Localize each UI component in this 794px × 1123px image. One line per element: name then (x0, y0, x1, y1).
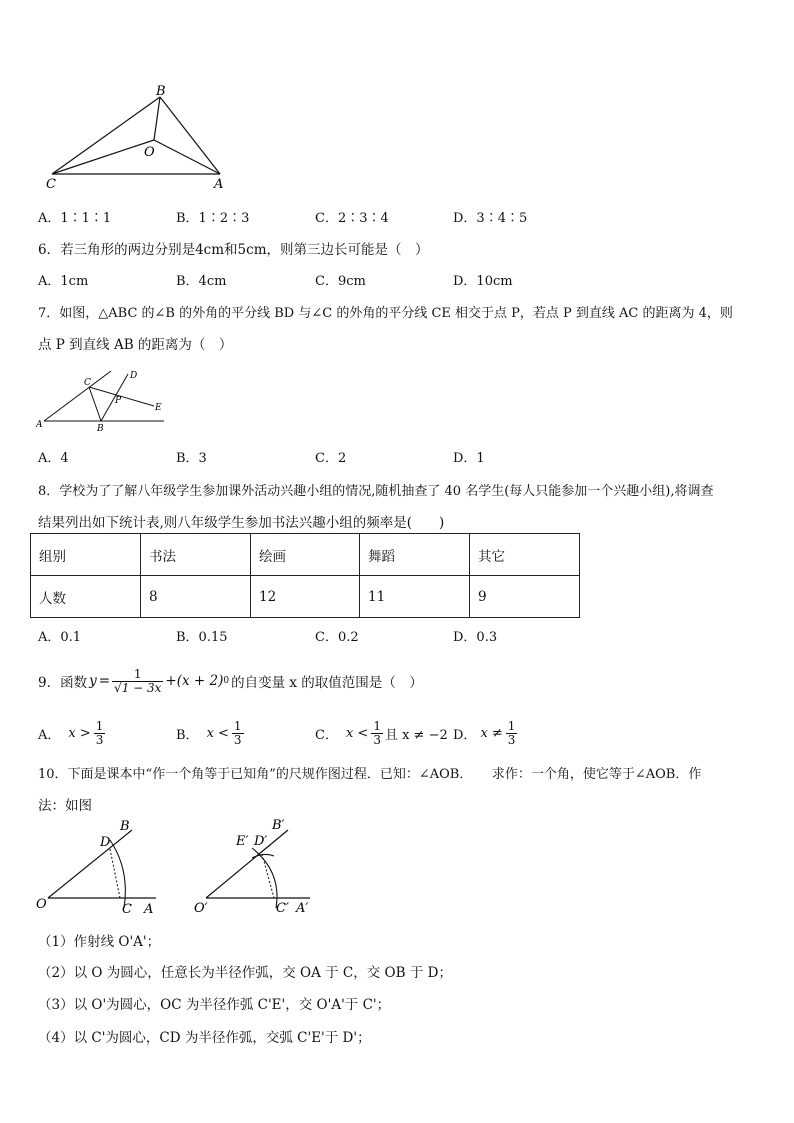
option-relation: x < (206, 725, 229, 741)
label-B: B (156, 84, 166, 99)
q9-y: y (89, 673, 97, 689)
q9-plus-term: +(x + 2) (165, 673, 224, 689)
q9-fraction (112, 668, 163, 694)
triangle-figure-q5 (40, 82, 240, 190)
label-C-prime: C′ (276, 901, 289, 916)
q5-option-c[interactable]: C．2∶3∶4 (315, 211, 389, 226)
table-cell: 8 (141, 576, 251, 618)
table-row (31, 576, 580, 618)
label-A: A (144, 902, 154, 916)
q7-question-line1: 7．如图，△ABC 的∠B 的外角的平分线 BD 与∠C 的外角的平分线 CE 相交于点 P，若点 P 到直线 AC 的距离为 4，则 (38, 306, 733, 321)
q7-option-b[interactable]: B．3 (176, 451, 207, 466)
q9-option-d[interactable] (453, 714, 517, 752)
table-cell: 11 (360, 576, 470, 618)
q10-step-2: （2）以 O 为圆心，任意长为半径作弧，交 OA 于 C，交 OB 于 D； (38, 965, 452, 981)
q7-question-line2: 点 P 到直线 AB 的距离为（ ） (38, 337, 233, 353)
label-O: O (144, 145, 155, 160)
option-label: C． (315, 727, 338, 743)
option-extra: 且 x ≠ −2 (384, 727, 448, 743)
q9-prefix: 9．函数 (38, 675, 88, 691)
option-label: A． (38, 727, 61, 743)
q5-option-b[interactable]: B．1∶2∶3 (176, 211, 250, 226)
q8-option-b[interactable]: B．0.15 (176, 630, 228, 645)
q7-option-c[interactable]: C．2 (315, 451, 347, 466)
label-A: A (214, 177, 224, 190)
table-cell: 9 (470, 576, 580, 618)
label-O-prime: O′ (194, 901, 208, 916)
option-relation: x < (345, 725, 369, 741)
frac-num: 1 (233, 718, 242, 733)
q9-frac-den: √1 − 3x (114, 680, 162, 695)
q6-option-c[interactable]: C．9cm (315, 274, 366, 289)
interest-group-table (30, 533, 580, 618)
option-relation: x > (68, 725, 91, 741)
q5-option-d[interactable]: D．3∶4∶5 (453, 211, 528, 226)
label-C: C (122, 902, 132, 916)
q9-eq: = (98, 673, 111, 689)
label-O: O (36, 897, 47, 912)
q6-option-b[interactable]: B．4cm (176, 274, 227, 289)
q9-option-a[interactable] (38, 714, 105, 752)
frac-num: 1 (95, 718, 104, 733)
q9-question (38, 660, 423, 702)
frac-num: 1 (373, 718, 381, 733)
fig7-label-B: B (97, 424, 104, 432)
q10-step-1: （1）作射线 O'A'； (38, 934, 161, 950)
q5-option-a[interactable]: A．1∶1∶1 (38, 211, 112, 226)
angle-bisector-figure-q7 (36, 366, 176, 432)
frac-den: 3 (95, 732, 104, 747)
label-B: B (120, 819, 130, 834)
construction-figure-copy (192, 816, 322, 916)
fig7-label-E: E (155, 403, 162, 413)
q7-option-a[interactable]: A．4 (38, 451, 69, 466)
table-cell: 12 (251, 576, 360, 618)
q9-exponent: 0 (223, 676, 230, 686)
fig7-label-P: P (115, 396, 122, 406)
q8-option-c[interactable]: C．0.2 (315, 630, 359, 645)
option-label: D． (453, 727, 477, 743)
label-E-prime: E′ (236, 834, 249, 849)
option-label: B． (176, 727, 199, 743)
label-D: D (100, 835, 111, 850)
table-cell: 书法 (141, 534, 251, 576)
q9-frac-num: 1 (112, 668, 163, 682)
option-fraction (94, 720, 106, 746)
option-fraction (232, 720, 244, 746)
q8-option-a[interactable]: A．0.1 (38, 630, 82, 645)
option-fraction (371, 720, 383, 746)
label-A-prime: A′ (296, 901, 309, 916)
frac-den: 3 (507, 732, 516, 747)
q8-question-line2: 结果列出如下统计表,则八年级学生参加书法兴趣小组的频率是( ) (38, 515, 445, 531)
q9-suffix: 的自变量 x 的取值范围是（ ） (231, 675, 423, 691)
q10-question-line1: 10．下面是课本中“作一个角等于已知角”的尺规作图过程．已知：∠AOB． 求作：一个角，使它等于∠AOB．作 (38, 767, 702, 782)
option-relation: x ≠ (480, 725, 503, 741)
q10-step-3: （3）以 O'为圆心，OC 为半径作弧 C'E'，交 O'A'于 C'； (38, 997, 391, 1013)
table-cell: 其它 (470, 534, 580, 576)
fig7-label-C: C (84, 378, 91, 388)
q6-question: 6．若三角形的两边分别是4cm和5cm，则第三边长可能是（ ） (38, 242, 429, 258)
frac-den: 3 (233, 732, 242, 747)
label-D-prime: D′ (254, 834, 268, 849)
q6-option-d[interactable]: D．10cm (453, 274, 513, 289)
q7-option-d[interactable]: D．1 (453, 451, 485, 466)
label-C: C (46, 177, 56, 190)
table-cell: 组别 (31, 534, 141, 576)
table-cell: 人数 (31, 576, 141, 618)
label-B-prime: B′ (272, 818, 285, 833)
q9-option-b[interactable] (176, 714, 244, 752)
option-fraction (506, 720, 518, 746)
q9-option-c[interactable] (315, 714, 448, 752)
fig7-label-D: D (130, 371, 138, 381)
table-cell: 舞蹈 (360, 534, 470, 576)
fig7-label-A: A (36, 420, 43, 430)
frac-den: 3 (373, 732, 381, 747)
table-header-row (31, 534, 580, 576)
construction-figure-original (34, 816, 164, 916)
q10-question-line2: 法：如图 (38, 798, 92, 814)
q8-question-line1: 8．学校为了了解八年级学生参加课外活动兴趣小组的情况,随机抽查了 40 名学生(每人只能参加一个兴趣小组),将调查 (38, 484, 714, 499)
frac-num: 1 (507, 718, 516, 733)
q6-option-a[interactable]: A．1cm (38, 274, 89, 289)
table-cell: 绘画 (251, 534, 360, 576)
q8-option-d[interactable]: D．0.3 (453, 630, 498, 645)
q10-step-4: （4）以 C'为圆心，CD 为半径作弧，交弧 C'E'于 D'； (38, 1030, 371, 1046)
